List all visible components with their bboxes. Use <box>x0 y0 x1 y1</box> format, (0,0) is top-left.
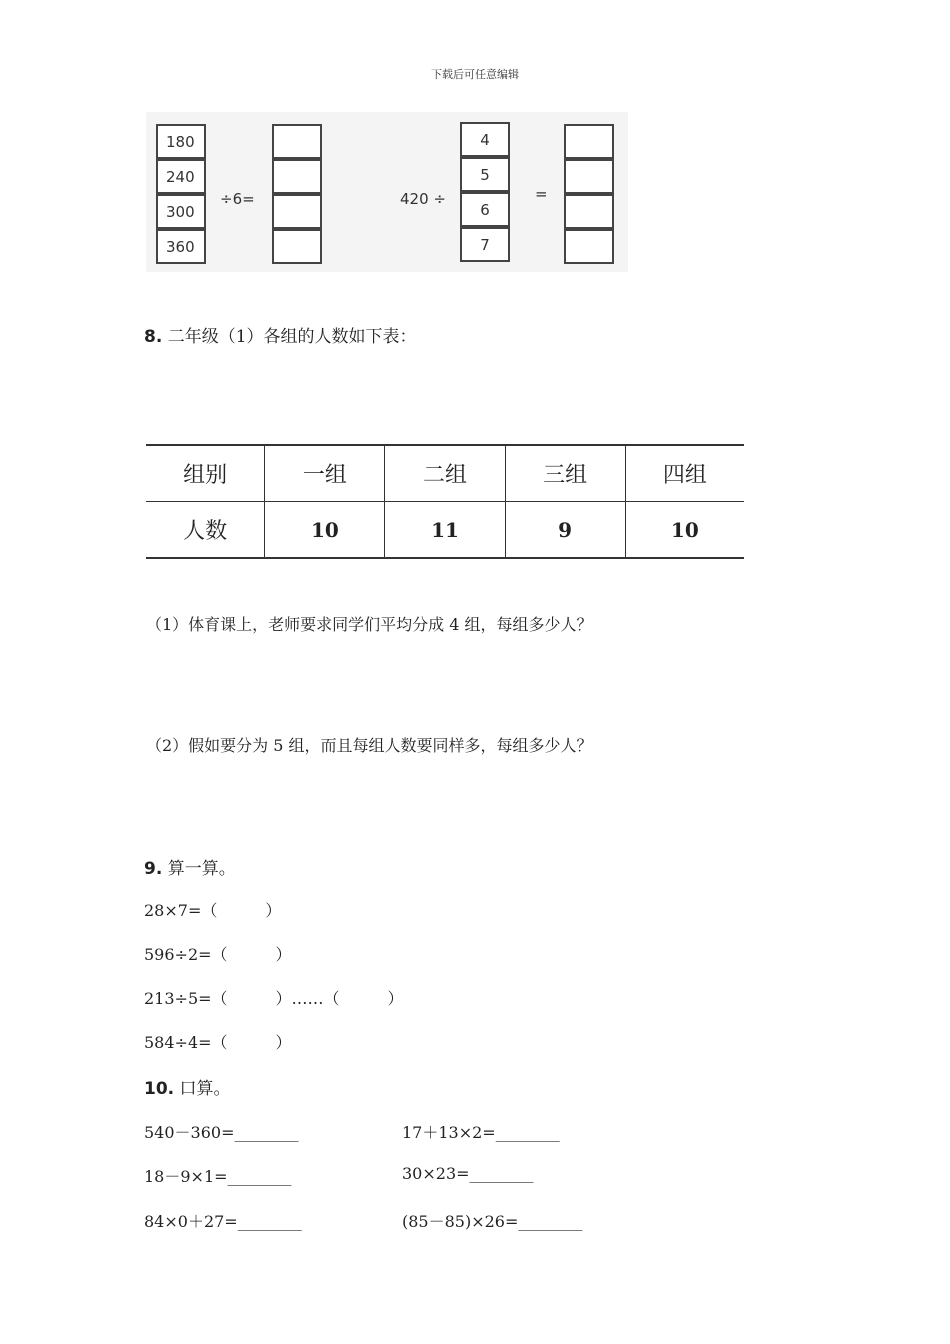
mental-calc-item: 17＋13×2=________ <box>402 1123 560 1142</box>
dividend-cell: 300 <box>156 194 206 229</box>
mental-calc-item: 30×23=________ <box>402 1164 534 1183</box>
calc-item: 213÷5=（ ）……（ ） <box>144 989 404 1008</box>
question-8-sub-2: （2）假如要分为 5 组，而且每组人数要同样多，每组多少人？ <box>146 736 593 755</box>
table-cell: 四组 <box>625 445 744 502</box>
answer-box[interactable] <box>272 229 322 264</box>
answer-box[interactable] <box>272 159 322 194</box>
answer-box[interactable] <box>272 194 322 229</box>
answer-box[interactable] <box>564 124 614 159</box>
question-number: 8. <box>144 327 163 347</box>
table-cell: 11 <box>385 502 505 559</box>
mental-calc-item: 84×0＋27=________ <box>144 1212 302 1231</box>
table-cell: 二组 <box>385 445 505 502</box>
question-number: 9. <box>144 859 163 879</box>
question-text: 算一算。 <box>167 859 236 879</box>
answer-box[interactable] <box>564 229 614 264</box>
table-cell: 10 <box>265 502 385 559</box>
question-10-title <box>144 1074 231 1099</box>
calc-item: 584÷4=（ ） <box>144 1033 292 1052</box>
divide-six-operator: ÷6= <box>220 190 255 208</box>
calc-item: 28×7=（ ） <box>144 901 282 920</box>
divisor-cell: 5 <box>460 157 510 192</box>
table-cell: 一组 <box>265 445 385 502</box>
table-cell: 10 <box>625 502 744 559</box>
page-header: 下载后可任意编辑 <box>431 68 519 81</box>
divisor-cell: 7 <box>460 227 510 262</box>
mental-calc-item: (85－85)×26=________ <box>402 1212 583 1231</box>
table-cell: 组别 <box>146 445 265 502</box>
mental-calc-item: 540－360=________ <box>144 1123 299 1142</box>
group-count-table <box>146 444 744 559</box>
dividend-420: 420 ÷ <box>400 190 446 208</box>
question-9-title <box>144 854 236 879</box>
question-number: 10. <box>144 1079 175 1099</box>
table-row <box>146 502 744 559</box>
equals-operator: = <box>535 185 548 203</box>
question-8-title <box>144 322 417 347</box>
question-text: 二年级（1）各组的人数如下表： <box>167 327 417 347</box>
answer-box[interactable] <box>272 124 322 159</box>
divisor-cell: 4 <box>460 122 510 157</box>
dividend-cell: 180 <box>156 124 206 159</box>
dividend-cell: 360 <box>156 229 206 264</box>
answer-box[interactable] <box>564 194 614 229</box>
divisor-cell: 6 <box>460 192 510 227</box>
table-cell: 三组 <box>505 445 625 502</box>
answer-box[interactable] <box>564 159 614 194</box>
question-text: 口算。 <box>179 1079 231 1099</box>
table-cell: 9 <box>505 502 625 559</box>
table-header-row <box>146 445 744 502</box>
calc-item: 596÷2=（ ） <box>144 945 292 964</box>
table-cell: 人数 <box>146 502 265 559</box>
dividend-cell: 240 <box>156 159 206 194</box>
mental-calc-item: 18－9×1=________ <box>144 1167 292 1186</box>
question-8-sub-1: （1）体育课上，老师要求同学们平均分成 4 组，每组多少人？ <box>146 615 593 634</box>
division-figure <box>146 112 628 272</box>
